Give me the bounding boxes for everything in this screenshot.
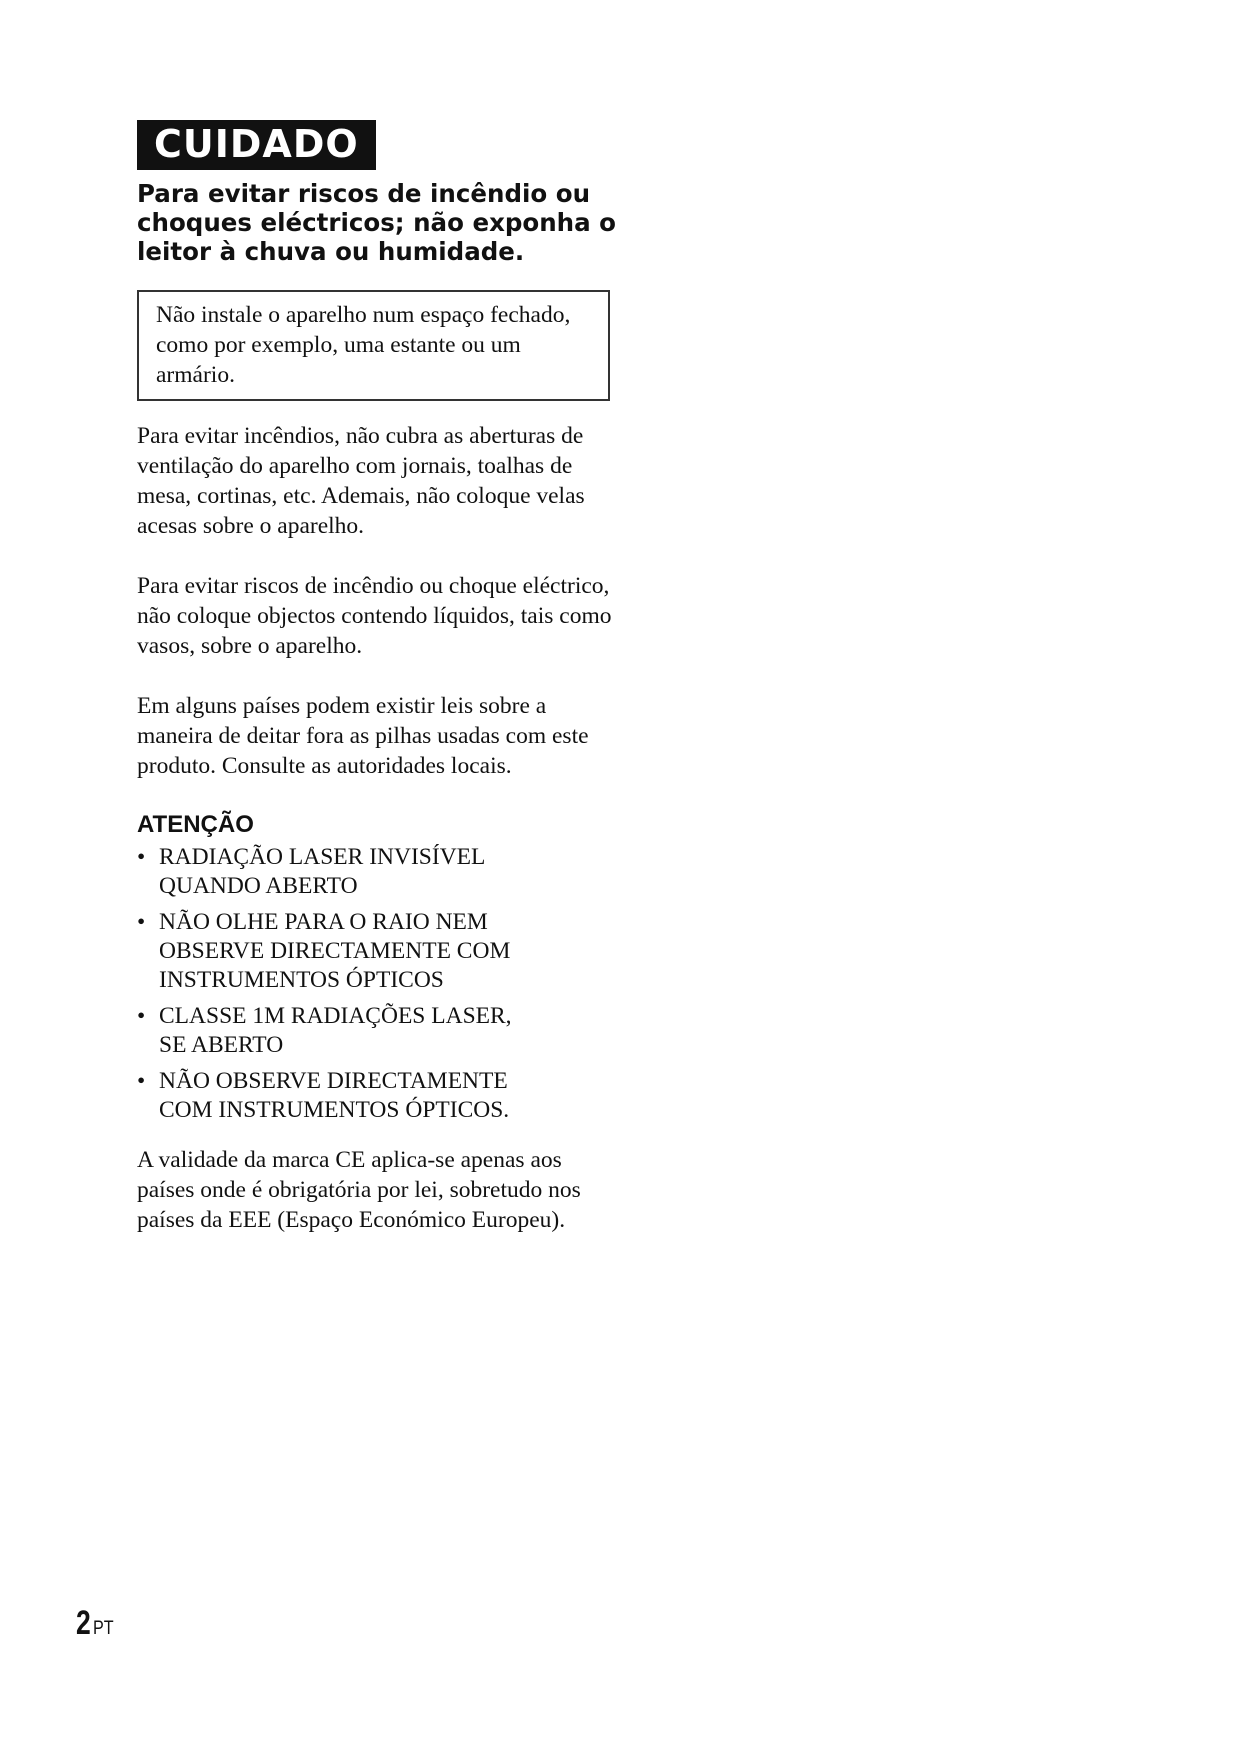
bullet-icon: •: [137, 1003, 146, 1029]
liquids-paragraph: Para evitar riscos de incêndio ou choque eléctrico, não coloque objectos contendo líquidos, tais como vasos, sobre o aparelho.: [137, 573, 612, 659]
list-item-text: CLASSE 1M RADIAÇÕES LASER, SE ABERTO: [159, 1003, 512, 1058]
notice-box: Não instale o aparelho num espaço fechado, como por exemplo, uma estante ou um armário.: [137, 290, 610, 401]
page-number: [76, 1604, 118, 1643]
page-number-digit: 2: [76, 1604, 91, 1642]
laser-warning-list: [137, 843, 607, 1125]
warning-heading: Para evitar riscos de incêndio ou choques eléctricos; não exponha o leitor à chuva ou humidade.: [137, 179, 617, 266]
ce-mark-paragraph: A validade da marca CE aplica-se apenas aos países onde é obrigatória por lei, sobretudo nos países da EEE (Espaço Económico Europeu).: [137, 1147, 581, 1233]
list-item: [137, 1002, 607, 1060]
bullet-icon: •: [137, 909, 146, 935]
bullet-icon: •: [137, 844, 146, 870]
list-item-text: RADIAÇÃO LASER INVISÍVEL QUANDO ABERTO: [159, 844, 486, 899]
list-item: [137, 843, 607, 901]
main-column: [137, 120, 617, 1235]
list-item: [137, 908, 607, 995]
ventilation-paragraph: Para evitar incêndios, não cubra as aberturas de ventilação do aparelho com jornais, toalhas de mesa, cortinas, etc. Ademais, não coloque velas acesas sobre o aparelho.: [137, 423, 585, 539]
list-item-text: NÃO OLHE PARA O RAIO NEM OBSERVE DIRECTAMENTE COM INSTRUMENTOS ÓPTICOS: [159, 909, 511, 993]
caution-badge: CUIDADO: [137, 120, 376, 170]
batteries-paragraph: Em alguns países podem existir leis sobre a maneira de deitar fora as pilhas usadas com este produto. Consulte as autoridades locais.: [137, 693, 589, 779]
list-item-text: NÃO OBSERVE DIRECTAMENTE COM INSTRUMENTOS ÓPTICOS.: [159, 1068, 510, 1123]
attention-heading: ATENÇÃO: [137, 811, 254, 838]
bullet-icon: •: [137, 1068, 146, 1094]
list-item: [137, 1067, 607, 1125]
page-language-code: PT: [93, 1618, 115, 1639]
